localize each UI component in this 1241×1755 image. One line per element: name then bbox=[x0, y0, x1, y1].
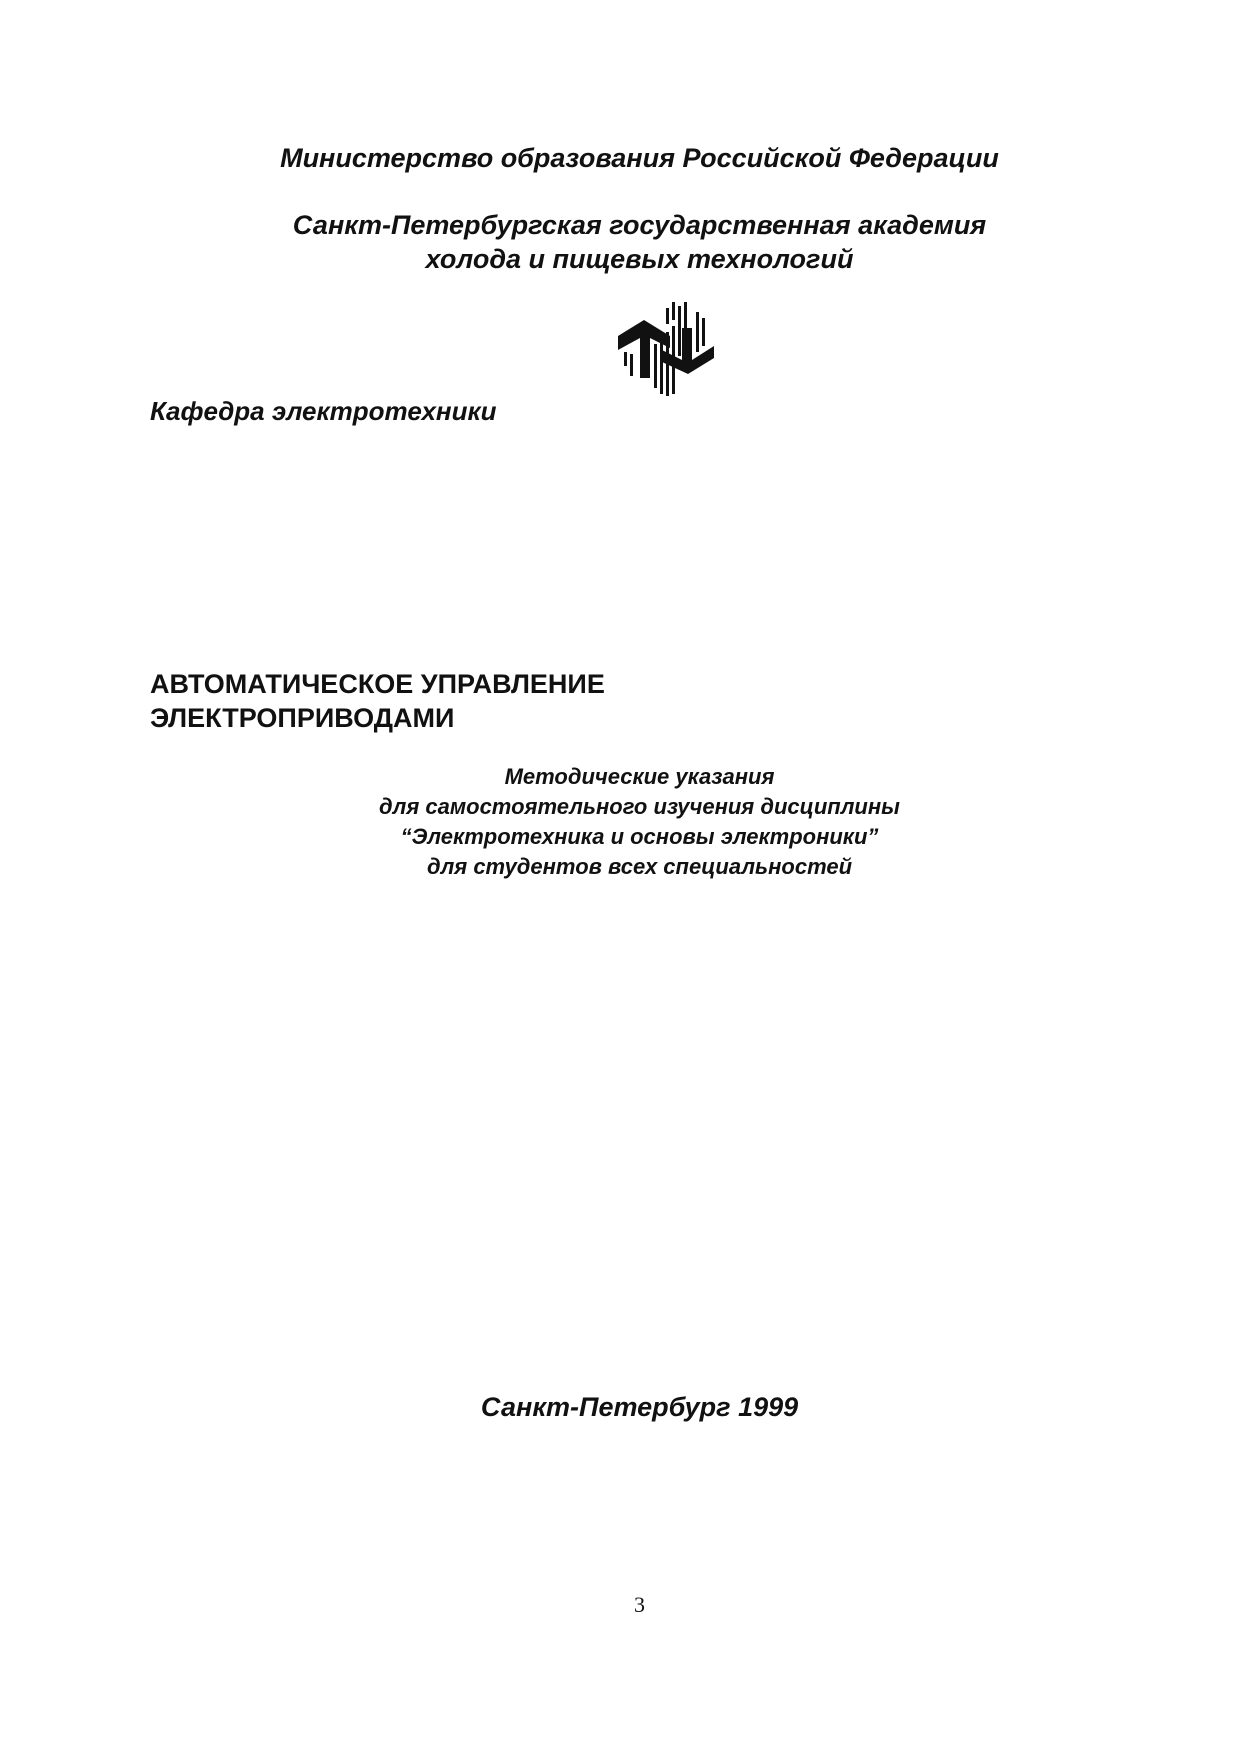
academy-emblem-icon bbox=[610, 298, 722, 400]
guidelines-line-1: Методические указания bbox=[504, 764, 775, 789]
academy-heading-line-2: холода и пищевых технологий bbox=[425, 244, 854, 274]
academy-heading bbox=[0, 208, 1241, 276]
document-title-line-2: ЭЛЕКТРОПРИВОДАМИ bbox=[150, 703, 455, 733]
document-title bbox=[150, 667, 605, 735]
academy-heading-line-1: Санкт-Петербургская государственная академия bbox=[292, 210, 987, 240]
document-title-line-1: АВТОМАТИЧЕСКОЕ УПРАВЛЕНИЕ bbox=[150, 669, 605, 699]
ministry-heading: Министерство образования Российской Федерации bbox=[280, 143, 999, 173]
guidelines-line-3: “Электротехника и основы электроники” bbox=[400, 824, 879, 849]
city-year: Санкт-Петербург 1999 bbox=[480, 1392, 799, 1422]
department-name: Кафедра электротехники bbox=[150, 396, 497, 426]
guidelines-line-2: для самостоятельного изучения дисциплины bbox=[379, 794, 900, 819]
page-number: 3 bbox=[634, 1592, 645, 1617]
guidelines-subtitle bbox=[0, 762, 1241, 882]
guidelines-line-4: для студентов всех специальностей bbox=[426, 854, 853, 879]
